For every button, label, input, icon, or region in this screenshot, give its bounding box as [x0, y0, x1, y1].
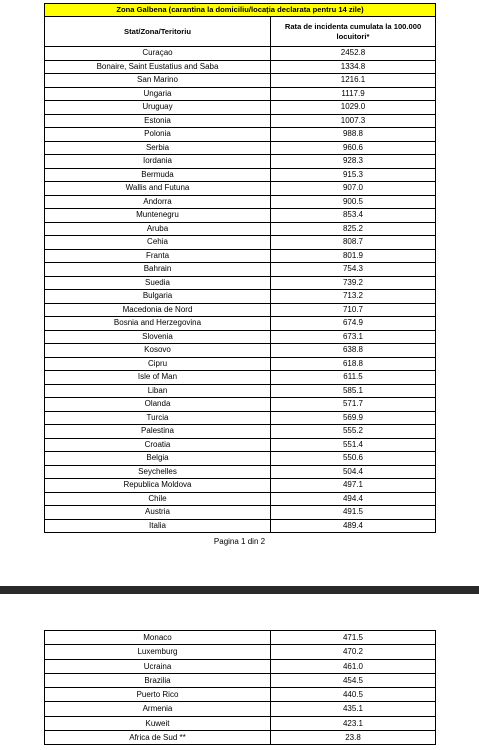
table-row	[45, 195, 436, 209]
territory-cell: Monaco	[45, 631, 271, 645]
incidence-cell: 491.5	[271, 506, 436, 520]
table-row	[45, 74, 436, 88]
incidence-cell: 497.1	[271, 479, 436, 493]
incidence-cell: 555.2	[271, 425, 436, 439]
table-row	[45, 452, 436, 466]
incidence-cell: 435.1	[271, 702, 436, 716]
table-row	[45, 384, 436, 398]
incidence-cell: 1029.0	[271, 101, 436, 115]
table-row	[45, 673, 436, 687]
table-row	[45, 222, 436, 236]
incidence-cell: 915.3	[271, 168, 436, 182]
incidence-cell: 673.1	[271, 330, 436, 344]
incidence-cell: 739.2	[271, 276, 436, 290]
territory-cell: Andorra	[45, 195, 271, 209]
territory-cell: San Marino	[45, 74, 271, 88]
table-row	[45, 631, 436, 645]
incidence-cell: 23.8	[271, 731, 436, 745]
territory-cell: Polonia	[45, 128, 271, 142]
territory-cell: Turcia	[45, 411, 271, 425]
territory-cell: Uruguay	[45, 101, 271, 115]
territory-cell: Suedia	[45, 276, 271, 290]
table-row	[45, 702, 436, 716]
table-row	[45, 236, 436, 250]
table-row	[45, 398, 436, 412]
incidence-cell: 825.2	[271, 222, 436, 236]
table-row	[45, 688, 436, 702]
incidence-cell: 960.6	[271, 141, 436, 155]
territory-cell: Armenia	[45, 702, 271, 716]
table-body	[45, 47, 436, 533]
table-row	[45, 47, 436, 61]
incidence-cell: 504.4	[271, 465, 436, 479]
territory-cell: Luxemburg	[45, 645, 271, 659]
territory-cell: Brazilia	[45, 673, 271, 687]
territory-cell: Franta	[45, 249, 271, 263]
incidence-cell: 853.4	[271, 209, 436, 223]
table-row	[45, 716, 436, 730]
territory-cell: Chile	[45, 492, 271, 506]
yellow-zone-table	[44, 3, 436, 533]
table-row	[45, 290, 436, 304]
incidence-cell: 1117.9	[271, 87, 436, 101]
incidence-cell: 900.5	[271, 195, 436, 209]
territory-cell: Kosovo	[45, 344, 271, 358]
territory-cell: Africa de Sud **	[45, 731, 271, 745]
territory-cell: Cipru	[45, 357, 271, 371]
incidence-cell: 754.3	[271, 263, 436, 277]
table-row	[45, 659, 436, 673]
table-row	[45, 128, 436, 142]
incidence-cell: 801.9	[271, 249, 436, 263]
territory-cell: Bahrain	[45, 263, 271, 277]
table-row	[45, 330, 436, 344]
territory-cell: Palestina	[45, 425, 271, 439]
table-row	[45, 465, 436, 479]
table-row	[45, 114, 436, 128]
incidence-cell: 710.7	[271, 303, 436, 317]
territory-cell: Olanda	[45, 398, 271, 412]
table-row	[45, 519, 436, 533]
incidence-cell: 440.5	[271, 688, 436, 702]
table-title: Zona Galbena (carantina la domiciliu/locația declarata pentru 14 zile)	[45, 4, 436, 17]
table-row	[45, 411, 436, 425]
table-row	[45, 209, 436, 223]
territory-cell: Seychelles	[45, 465, 271, 479]
territory-cell: Italia	[45, 519, 271, 533]
table-row	[45, 492, 436, 506]
table-row	[45, 155, 436, 169]
table-row	[45, 276, 436, 290]
table-row	[45, 101, 436, 115]
territory-cell: Curaçao	[45, 47, 271, 61]
territory-cell: Aruba	[45, 222, 271, 236]
territory-cell: Bermuda	[45, 168, 271, 182]
table-row	[45, 87, 436, 101]
incidence-cell: 423.1	[271, 716, 436, 730]
territory-cell: Bonaire, Saint Eustatius and Saba	[45, 60, 271, 74]
table-row	[45, 263, 436, 277]
column-header-territory: Stat/Zona/Teritoriu	[45, 17, 271, 47]
table-row	[45, 60, 436, 74]
territory-cell: Kuweit	[45, 716, 271, 730]
table-row	[45, 371, 436, 385]
territory-cell: Croatia	[45, 438, 271, 452]
page-divider	[0, 586, 479, 594]
incidence-cell: 470.2	[271, 645, 436, 659]
table-row	[45, 438, 436, 452]
table-row	[45, 249, 436, 263]
table-row	[45, 357, 436, 371]
table-row	[45, 344, 436, 358]
incidence-cell: 454.5	[271, 673, 436, 687]
incidence-cell: 713.2	[271, 290, 436, 304]
territory-cell: Cehia	[45, 236, 271, 250]
table-row	[45, 168, 436, 182]
incidence-cell: 569.9	[271, 411, 436, 425]
territory-cell: Liban	[45, 384, 271, 398]
territory-cell: Puerto Rico	[45, 688, 271, 702]
territory-cell: Bosnia and Herzegovina	[45, 317, 271, 331]
territory-cell: Bulgaria	[45, 290, 271, 304]
incidence-cell: 907.0	[271, 182, 436, 196]
table-row	[45, 731, 436, 745]
incidence-cell: 489.4	[271, 519, 436, 533]
incidence-cell: 494.4	[271, 492, 436, 506]
page-footer: Pagina 1 din 2	[213, 537, 266, 546]
territory-cell: Estonia	[45, 114, 271, 128]
table-row	[45, 506, 436, 520]
incidence-cell: 618.8	[271, 357, 436, 371]
territory-cell: Ucraina	[45, 659, 271, 673]
incidence-cell: 928.3	[271, 155, 436, 169]
incidence-cell: 471.5	[271, 631, 436, 645]
territory-cell: Wallis and Futuna	[45, 182, 271, 196]
territory-cell: Macedonia de Nord	[45, 303, 271, 317]
column-header-incidence: Rata de incidenta cumulata la 100.000 locuitori*	[271, 17, 436, 47]
table-row	[45, 425, 436, 439]
incidence-cell: 461.0	[271, 659, 436, 673]
territory-cell: Muntenegru	[45, 209, 271, 223]
incidence-cell: 1216.1	[271, 74, 436, 88]
territory-cell: Ungaria	[45, 87, 271, 101]
table-row	[45, 182, 436, 196]
incidence-cell: 1334.8	[271, 60, 436, 74]
incidence-cell: 808.7	[271, 236, 436, 250]
table-row	[45, 303, 436, 317]
territory-cell: Iordania	[45, 155, 271, 169]
table-row	[45, 317, 436, 331]
table-body	[45, 631, 436, 745]
territory-cell: Republica Moldova	[45, 479, 271, 493]
incidence-cell: 674.9	[271, 317, 436, 331]
yellow-zone-table-continued	[44, 630, 436, 745]
table-row	[45, 645, 436, 659]
territory-cell: Slovenia	[45, 330, 271, 344]
territory-cell: Belgia	[45, 452, 271, 466]
incidence-cell: 1007.3	[271, 114, 436, 128]
territory-cell: Isle of Man	[45, 371, 271, 385]
incidence-cell: 611.5	[271, 371, 436, 385]
table-row	[45, 479, 436, 493]
document-page-2	[0, 594, 479, 750]
incidence-cell: 550.6	[271, 452, 436, 466]
incidence-cell: 585.1	[271, 384, 436, 398]
incidence-cell: 638.8	[271, 344, 436, 358]
table-row	[45, 141, 436, 155]
incidence-cell: 2452.8	[271, 47, 436, 61]
incidence-cell: 988.8	[271, 128, 436, 142]
incidence-cell: 551.4	[271, 438, 436, 452]
incidence-cell: 571.7	[271, 398, 436, 412]
territory-cell: Austria	[45, 506, 271, 520]
territory-cell: Serbia	[45, 141, 271, 155]
